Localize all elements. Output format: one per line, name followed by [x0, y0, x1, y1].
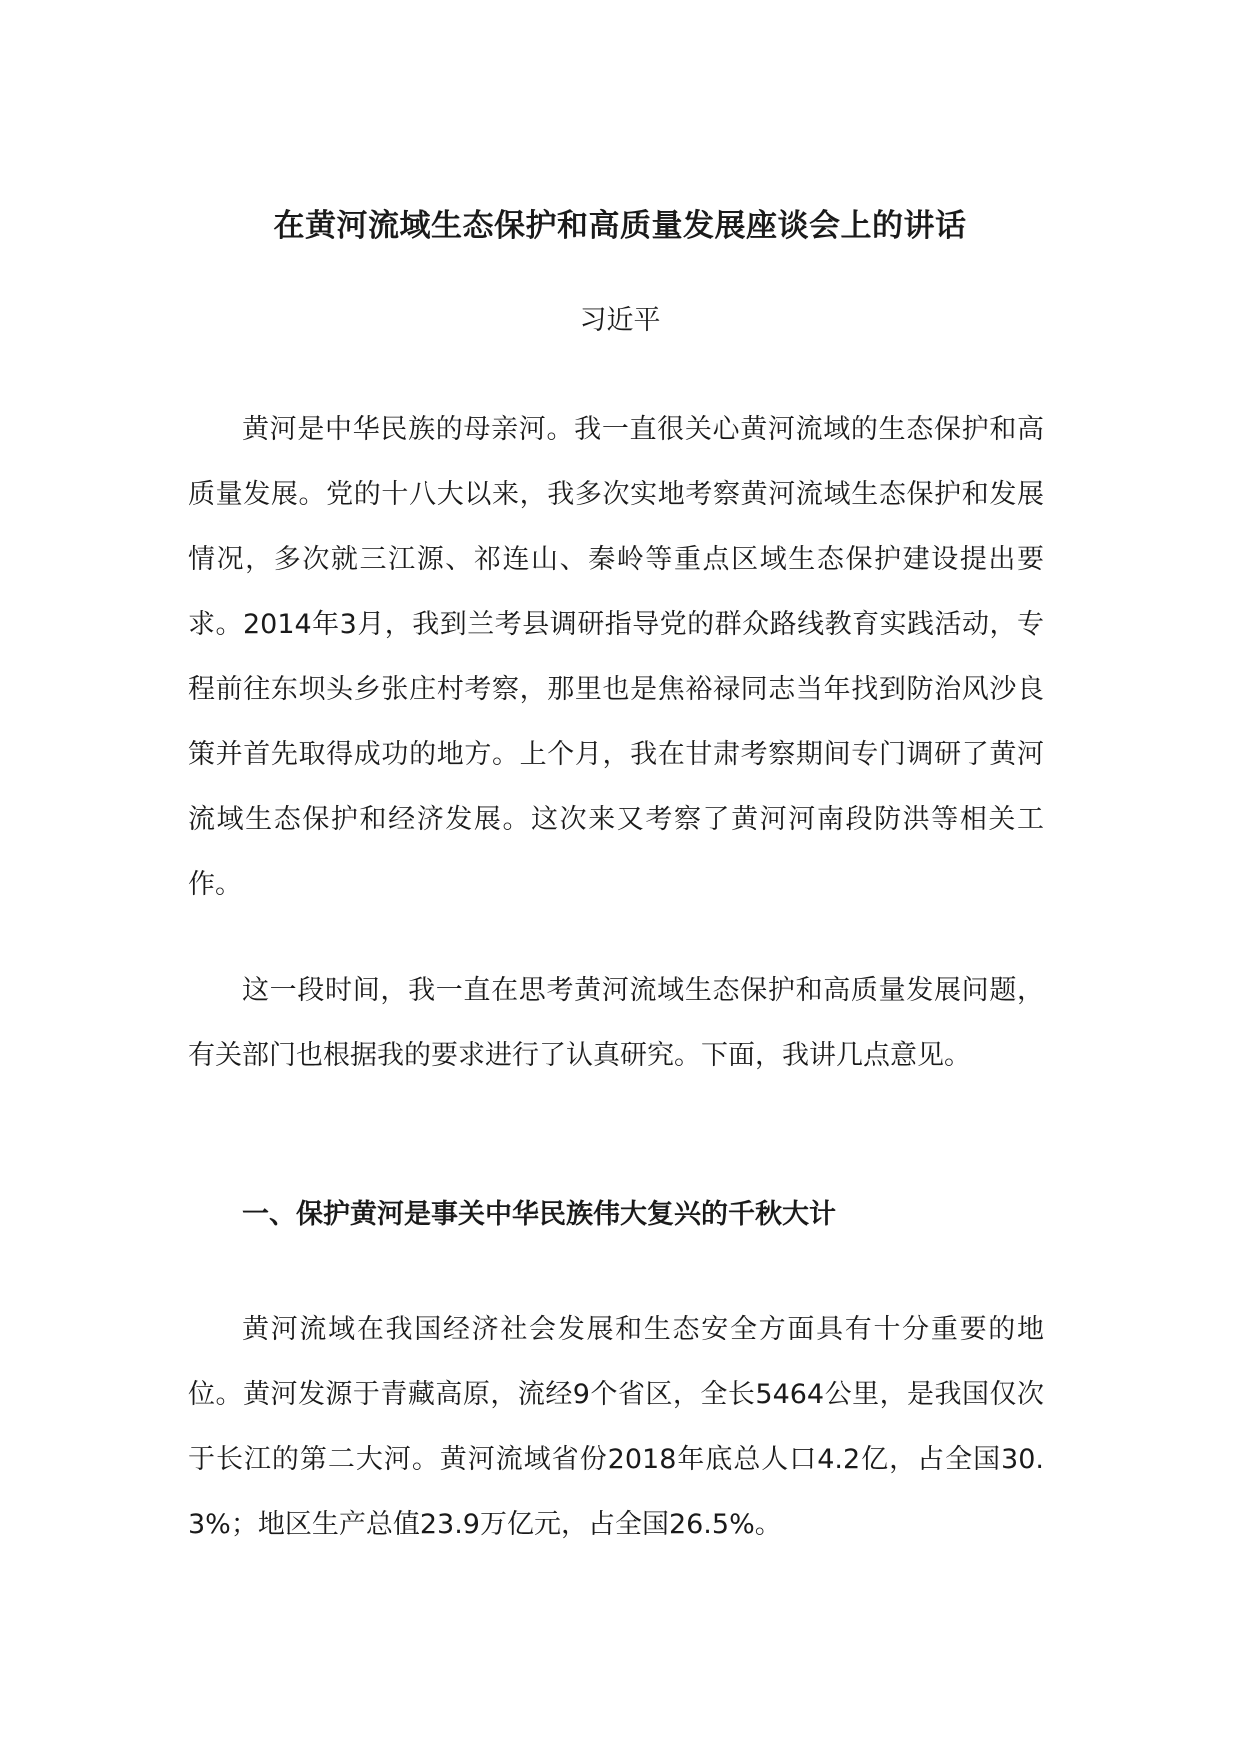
section-paragraph: 黄河流域在我国经济社会发展和生态安全方面具有十分重要的地位。黄河发源于青藏高原，流经9个省区，全长5464公里，是我国仅次于长江的第二大河。黄河流域省份2018年底总人口4.2亿，占全国30.3%；地区生产总值23.9万亿元，占全国26.5%。 — [188, 1314, 1044, 1540]
document-title: 在黄河流域生态保护和高质量发展座谈会上的讲话 — [273, 208, 967, 244]
body-paragraph-1: 黄河是中华民族的母亲河。我一直很关心黄河流域的生态保护和高质量发展。党的十八大以来，我多次实地考察黄河流域生态保护和发展情况，多次就三江源、祁连山、秦岭等重点区域生态保护建设提出要求。2014年3月，我到兰考县调研指导党的群众路线教育实践活动，专程前往东坝头乡张庄村考察，那里也是焦裕禄同志当年找到防治风沙良策并首先取得成功的地方。上个月，我在甘肃考察期间专门调研了黄河流域生态保护和经济发展。这次来又考察了黄河河南段防洪等相关工作。 — [188, 414, 1044, 900]
section-heading: 一、保护黄河是事关中华民族伟大复兴的千秋大计 — [242, 1199, 836, 1230]
body-paragraph-2: 这一段时间，我一直在思考黄河流域生态保护和高质量发展问题，有关部门也根据我的要求进行了认真研究。下面，我讲几点意见。 — [188, 975, 1044, 1071]
document-author: 习近平 — [579, 305, 661, 336]
